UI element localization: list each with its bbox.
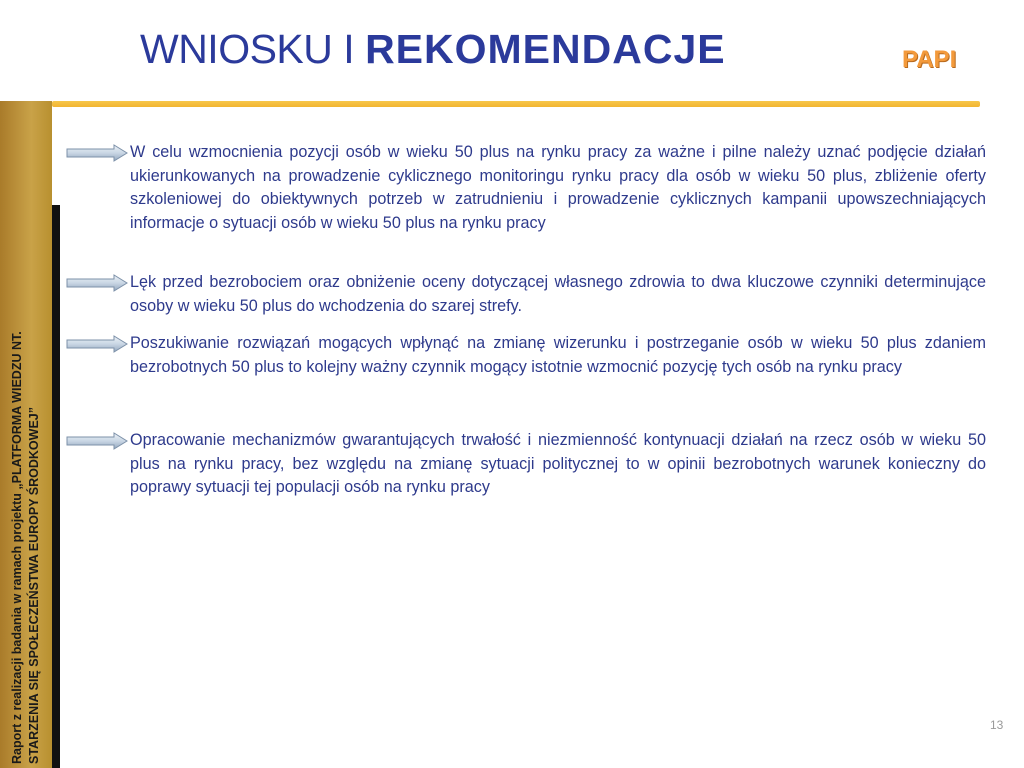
page-number: 13 — [990, 718, 1004, 732]
bullet-text-4: Opracowanie mechanizmów gwarantujących trwałość i niezmienność kontynuacji działań na rzecz osób w wieku 50 plus na rynku pracy, bez względu na zmianę sytuacji politycznej to w opinii bezrobotnych warunek konieczny do poprawy sytuacji tej populacji osób na rynku pracy — [130, 431, 986, 496]
sidebar-report-caption — [9, 184, 43, 764]
bullet-item-3 — [66, 332, 986, 379]
bullet-item-2 — [66, 271, 986, 318]
bullet-item-1 — [66, 141, 986, 235]
bullet-item-4 — [66, 429, 986, 500]
arrow-bullet-icon — [66, 335, 128, 353]
bullet-text-2: Lęk przed bezrobociem oraz obniżenie oceny dotyczącej własnego zdrowia to dwa kluczowe czynniki determinujące osoby w wieku 50 plus do wchodzenia do szarej strefy. — [130, 273, 986, 315]
brand-logo-text: PAPI — [902, 46, 957, 73]
title-part-2: REKOMENDACJE — [365, 26, 726, 72]
slide-title — [140, 26, 726, 73]
arrow-bullet-icon — [66, 432, 128, 450]
bullet-text-1: W celu wzmocnienia pozycji osób w wieku 50 plus na rynku pracy za ważne i pilne należy uznać podjęcie działań ukierunkowanych na prowadzenie cyklicznego monitoringu rynku pracy dla osób w wieku 50 plus, zbliżenie oferty szkoleniowej do obiektywnych potrzeb w zatrudnieniu i prowadzenie cyklicznych kampanii upowszechniających informacje o sytuacji osób w wieku 50 plus na rynku pracy — [130, 143, 986, 232]
header-divider — [52, 101, 980, 107]
sidebar-caption-line-1: Raport z realizacji badania w ramach projektu „PLATFORMA WIEDZU NT. — [10, 331, 24, 764]
arrow-bullet-icon — [66, 274, 128, 292]
title-part-1: WNIOSKU I — [140, 26, 366, 72]
arrow-bullet-icon — [66, 144, 128, 162]
bullet-text-3: Poszukiwanie rozwiązań mogących wpłynąć na zmianę wizerunku i postrzeganie osób w wieku 50 plus zdaniem bezrobotnych 50 plus to kolejny ważny czynnik mogący istotnie wzmocnić pozycję tych osób na rynku pracy — [130, 334, 986, 376]
sidebar-caption-line-2: STARZENIA SIĘ SPOŁECZEŃSTWA EUROPY ŚRODKOWEJ” — [27, 407, 41, 764]
sidebar-shadow — [52, 205, 60, 768]
